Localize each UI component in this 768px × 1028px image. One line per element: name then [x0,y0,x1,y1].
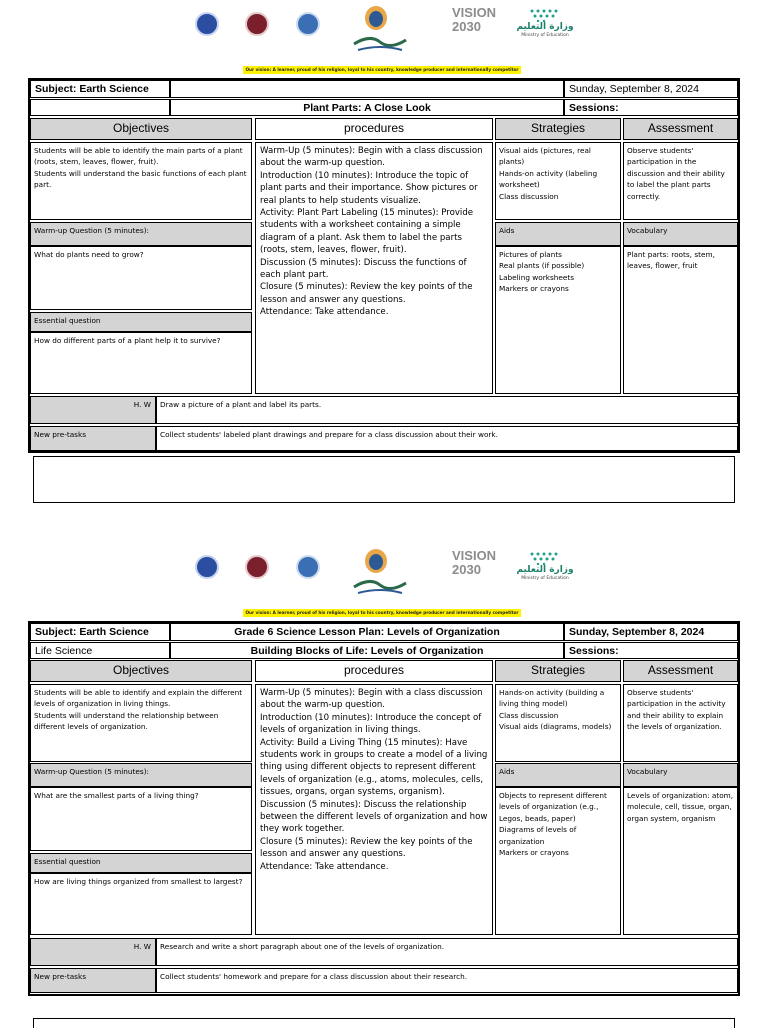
row2-left-cell [30,99,170,116]
ministry-arabic: وزارة التعليم [516,22,574,32]
strategies-text: Visual aids (pictures, real plants) Hands-on activity (labeling worksheet) Class discussion [495,142,621,220]
calligraphy-emblem-icon [350,547,410,597]
top-title-cell [170,80,564,98]
assessment-text: Observe students' participation in the activity and their ability to explain the levels of organization. [623,684,738,762]
strategies-header: Strategies [495,118,621,140]
pretasks-text: Collect students' labeled plant drawings and prepare for a class discussion about their work. [156,426,738,451]
calligraphy-emblem-icon [350,4,410,54]
procedures-header: procedures [255,118,493,140]
vision-logo-title: VISION 2030 [452,5,500,34]
objectives-header: Objectives [30,660,252,682]
logo-band [0,2,768,72]
crest-logo-icon [245,555,269,579]
notes-box [33,1018,735,1028]
date-cell: Sunday, September 8, 2024 [564,623,738,641]
lesson-title: Building Blocks of Life: Levels of Organization [170,642,564,659]
aids-label: Aids [495,763,621,787]
objectives-header: Objectives [30,118,252,140]
subject-cell: Subject: Earth Science [30,623,170,641]
assessment-header: Assessment [623,660,738,682]
assessment-header: Assessment [623,118,738,140]
essential-label: Essential question [30,853,252,873]
ministry-logo [510,551,580,591]
ministry-arabic: وزارة التعليم [516,565,574,575]
warmup-label: Warm-up Question (5 minutes): [30,763,252,787]
aids-text: Pictures of plants Real plants (if possible) Labeling worksheets Markers or crayons [495,246,621,394]
procedures-header: procedures [255,660,493,682]
dots-pattern-icon [510,8,560,22]
warmup-text: What are the smallest parts of a living thing? [30,787,252,851]
objectives-text: Students will be able to identify and explain the different levels of organization in living things. Students will understand the relationship between different levels of organization. [30,684,252,762]
vocab-text: Levels of organization: atom, molecule, cell, tissue, organ, organ system, organism [623,787,738,935]
hw-text: Research and write a short paragraph about one of the levels of organization. [156,938,738,966]
strategies-text: Hands-on activity (building a living thing model) Class discussion Visual aids (diagrams, models) [495,684,621,762]
vocab-text: Plant parts: roots, stem, leaves, flower, fruit [623,246,738,394]
circle-logo-icon [195,12,219,36]
objectives-text: Students will be able to identify the main parts of a plant (roots, stem, leaves, flower, fruit). Students will understand the basic functions of each plant part. [30,142,252,220]
hw-text: Draw a picture of a plant and label its parts. [156,396,738,424]
hw-label: H. W [30,396,156,424]
aids-label: Aids [495,222,621,246]
essential-text: How do different parts of a plant help it to survive? [30,332,252,394]
lesson-title: Plant Parts: A Close Look [170,99,564,116]
aids-text: Objects to represent different levels of organization (e.g., Legos, beads, paper) Diagrams of levels of organization Markers or crayons [495,787,621,935]
vision-banner: Our vision: A learner, proud of his religion, loyal to his country, knowledge producer and internationally competitor [243,66,521,74]
strategies-header: Strategies [495,660,621,682]
vision-banner: Our vision: A learner, proud of his religion, loyal to his country, knowledge producer and internationally competitor [243,609,521,617]
vocab-label: Vocabulary [623,763,738,787]
procedures-text: Warm-Up (5 minutes): Begin with a class discussion about the warm-up question. Introduction (10 minutes): Introduce the concept of levels of organization in living things. Activity: Build a Living Thing (15 minutes): Have students work in groups to create a model of a living thing using different objects to represent different levels of organization (e.g., atoms, molecules, cells, tissues, organs, organ systems, organism). Discussion (5 minutes): Discuss the relationship between the different levels of organization and how they work together. Closure (5 minutes): Review the key points of the lesson and answer any questions. Attendance: Take attendance. [255,684,493,935]
round-logo-icon [296,555,320,579]
vocab-label: Vocabulary [623,222,738,246]
essential-label: Essential question [30,312,252,332]
round-logo-icon [296,12,320,36]
vision-2030-logo [452,6,512,44]
notes-box [33,456,735,503]
hw-label: H. W [30,938,156,966]
ministry-english: Ministry of Education [521,33,569,38]
sessions-cell: Sessions: [564,99,738,116]
vision-2030-logo [452,549,512,587]
assessment-text: Observe students' participation in the discussion and their ability to label the plant parts correctly. [623,142,738,220]
dots-pattern-icon [510,551,560,565]
procedures-text: Warm-Up (5 minutes): Begin with a class discussion about the warm-up question. Introduction (10 minutes): Introduce the topic of plant parts and their importance. Show pictures or real plants to help students visualize. Activity: Plant Part Labeling (15 minutes): Provide students with a worksheet containing a simple diagram of a plant. Ask them to label the parts (roots, stem, leaves, flower, fruit). Discussion (5 minutes): Discuss the functions of each plant part. Closure (5 minutes): Review the key points of the lesson and answer any questions. Attendance: Take attendance. [255,142,493,394]
essential-text: How are living things organized from smallest to largest? [30,873,252,935]
ministry-english: Ministry of Education [521,576,569,581]
logo-band [0,545,768,615]
subject-cell: Subject: Earth Science [30,80,170,98]
pretasks-label: New pre-tasks [30,426,156,451]
warmup-text: What do plants need to grow? [30,246,252,310]
warmup-label: Warm-up Question (5 minutes): [30,222,252,246]
row2-left-cell: Life Science [30,642,170,659]
ministry-logo [510,8,580,48]
circle-logo-icon [195,555,219,579]
date-cell: Sunday, September 8, 2024 [564,80,738,98]
pretasks-text: Collect students' homework and prepare for a class discussion about their research. [156,968,738,993]
vision-logo-title: VISION 2030 [452,548,500,577]
pretasks-label: New pre-tasks [30,968,156,993]
crest-logo-icon [245,12,269,36]
top-title-cell: Grade 6 Science Lesson Plan: Levels of Organization [170,623,564,641]
sessions-cell: Sessions: [564,642,738,659]
